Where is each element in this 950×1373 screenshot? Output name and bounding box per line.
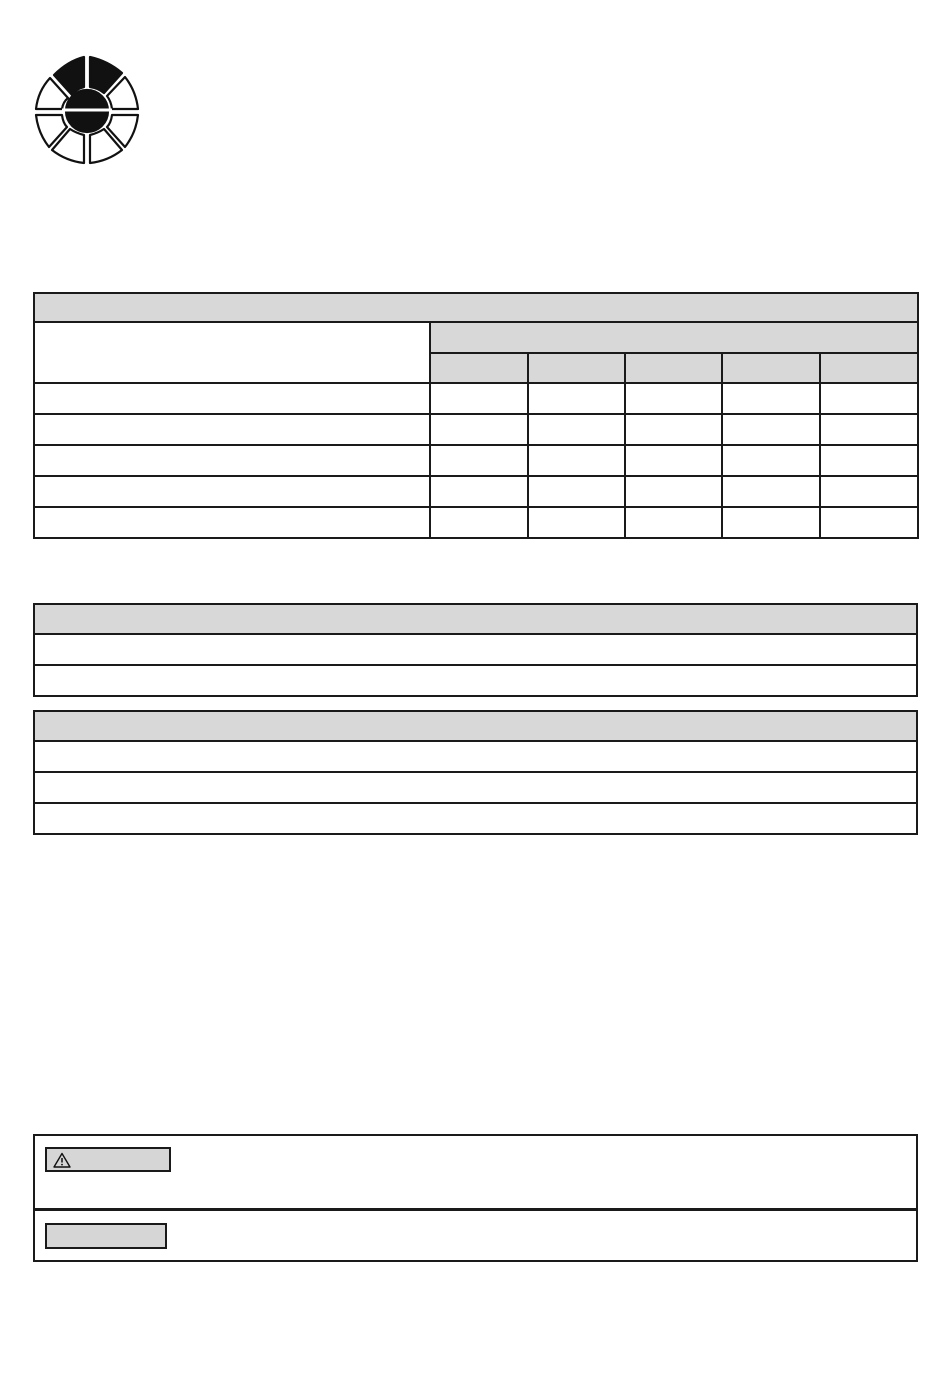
table-row <box>34 634 917 665</box>
info-table-2 <box>33 710 918 835</box>
table-cell <box>722 383 820 414</box>
table-cell <box>34 665 917 696</box>
table-cell <box>528 507 625 538</box>
column-header <box>430 353 528 383</box>
table-row <box>34 445 918 476</box>
caution-label <box>45 1147 171 1172</box>
table-row <box>34 383 918 414</box>
table-row <box>34 665 917 696</box>
column-header <box>722 353 820 383</box>
column-header <box>820 353 918 383</box>
table-cell <box>34 445 430 476</box>
table-cell <box>820 507 918 538</box>
column-header <box>528 353 625 383</box>
table-row <box>34 476 918 507</box>
table-header <box>34 604 917 634</box>
table-cell <box>430 383 528 414</box>
warning-triangle-icon <box>53 1152 71 1168</box>
warning-note-box <box>33 1134 918 1262</box>
table-row <box>34 772 917 803</box>
table-row <box>34 507 918 538</box>
table-cell <box>820 383 918 414</box>
table-row <box>34 803 917 834</box>
table-row <box>34 414 918 445</box>
table-cell <box>820 445 918 476</box>
table-cell <box>34 772 917 803</box>
column-header <box>625 353 722 383</box>
table-cell <box>34 634 917 665</box>
table-cell <box>34 803 917 834</box>
table-cell <box>722 445 820 476</box>
table-cell <box>722 507 820 538</box>
specification-table <box>33 292 919 539</box>
table-title-row <box>34 293 918 322</box>
note-label <box>45 1223 167 1249</box>
table-row <box>34 741 917 772</box>
table-cell <box>34 741 917 772</box>
table-cell <box>34 507 430 538</box>
table-cell <box>625 414 722 445</box>
divider <box>35 1208 916 1211</box>
table-cell <box>625 476 722 507</box>
table-cell <box>625 383 722 414</box>
table-cell <box>528 414 625 445</box>
table-cell <box>528 476 625 507</box>
table-cell <box>34 476 430 507</box>
table-cell <box>625 507 722 538</box>
table-cell <box>722 414 820 445</box>
table-cell <box>625 445 722 476</box>
table-cell <box>430 445 528 476</box>
table-cell <box>34 383 430 414</box>
table-cell <box>430 414 528 445</box>
table-cell <box>820 476 918 507</box>
table-cell <box>430 507 528 538</box>
row-header-cell <box>34 322 430 383</box>
table-cell <box>722 476 820 507</box>
info-table-1 <box>33 603 918 697</box>
table-cell <box>430 476 528 507</box>
table-cell <box>528 445 625 476</box>
table-cell <box>34 414 430 445</box>
table-header <box>34 711 917 741</box>
table-cell <box>820 414 918 445</box>
table-cell <box>528 383 625 414</box>
column-group-header <box>430 322 918 353</box>
segmented-wheel-icon <box>32 53 142 165</box>
